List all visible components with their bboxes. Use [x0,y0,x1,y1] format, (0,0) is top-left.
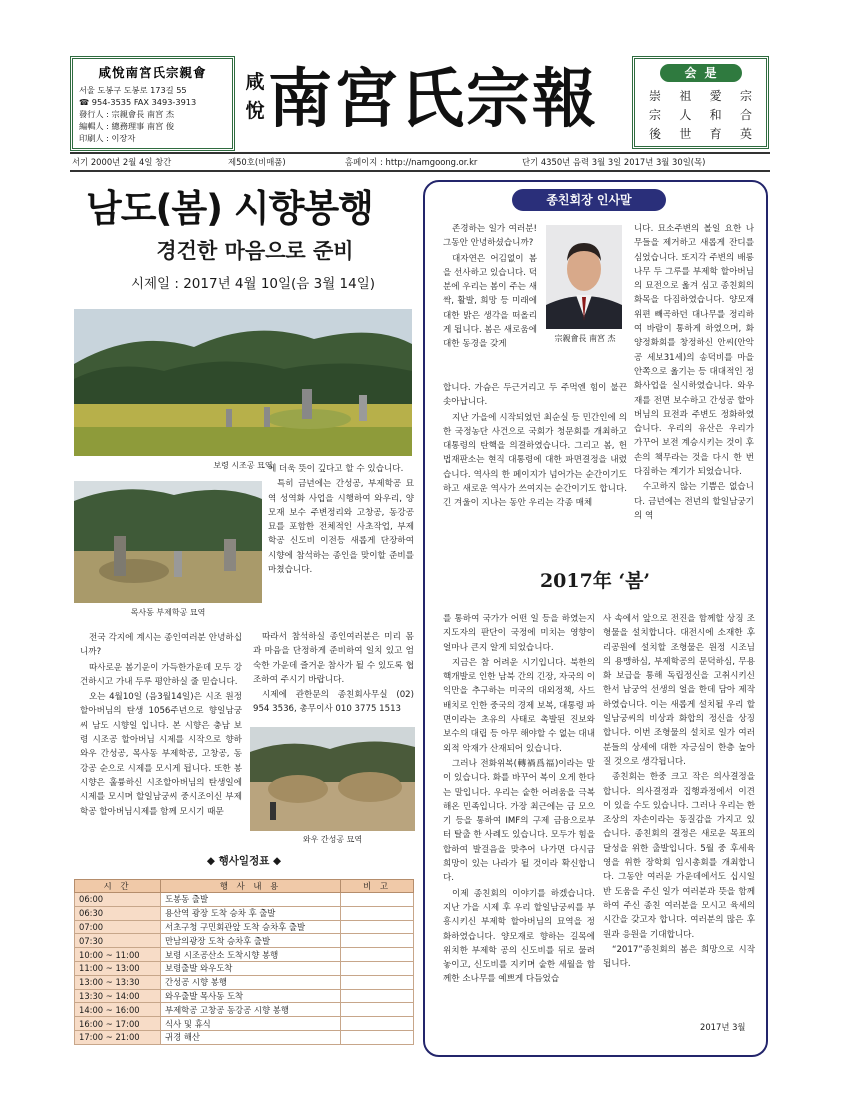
paragraph: 에 더욱 뜻이 깊다고 할 수 있습니다. [268,464,404,474]
time-cell: 07:30 [75,934,161,948]
landscape-image [74,481,262,603]
motto-char: 愛 [709,89,722,103]
paragraph: 를 통하여 국가가 어떤 일 등을 하였는지 지도자의 판단이 국정에 미치는 영향이 얼마나 큰지 알게 되었습니다. [443,614,595,653]
article-signature-date: 2017년 3월 [700,1022,746,1032]
table-row [75,1017,414,1031]
lead-headline: 남도(봄) 시향봉행 [86,187,373,230]
paragraph: 이제 종친회의 이야기를 하겠습니다. 지난 가을 시제 후 우리 할일남궁씨를 부흥시키신 부제학 할아버님의 묘역을 정화하였습니다. 양모재로 향하는 길목에 위치한 부제학 공의 신도비를 뒤로 물려 놓이고, 신도비를 지키며 숱한 세월을 함께한 소나무를 예쁘게 다듬었습 [443,888,595,985]
motto-char: 宗 [649,108,662,122]
time-cell: 07:00 [75,920,161,934]
lead-subheadline: 경건한 마음으로 준비 [156,238,354,263]
event-cell: 서초구청 구민회관앞 도착 승차후 출발 [161,920,341,934]
issue-info-bar [70,152,770,172]
newspaper-title: 南宮氏宗報 [268,62,598,137]
paragraph: 특히 금년에는 간성공, 부제학공 묘역 성역화 사업을 시행하여 와우리, 양모재 보수 주변정리와 고창공, 동강공묘를 포함한 전체적인 사초작업, 부제학공 신도비 이전등 새롭게 단장하여 시향에 참석하는 종인을 맞이할 준비를 마쳤습니다. [268,479,414,576]
publisher-issuer: 發行人 : 宗親會長 南宮 杰 [79,109,175,119]
event-cell: 간성공 시향 봉행 [161,975,341,989]
motto-char: 後 [649,127,662,141]
greeting-column-2-bottom [603,612,755,1017]
title-prefix: 咸悅 [245,71,265,122]
event-cell: 보령 시조공산소 도착시향 봉행 [161,948,341,962]
table-header-row [75,880,414,893]
note-cell [341,975,414,989]
table-row [75,1003,414,1017]
note-cell [341,906,414,920]
photo-boryeong-tomb [74,309,412,456]
paragraph: 시제에 관한문의 종친회사무실 (02) 954 3536, 총무이사 010 3775 1513 [253,690,414,715]
lead-text-column-left [80,631,242,849]
table-row [75,920,414,934]
motto-row [641,87,760,106]
table-row [75,989,414,1003]
note-cell [341,893,414,907]
motto-char: 合 [739,108,752,122]
portrait-caption: 宗親會長 南宮 杰 [554,334,616,343]
motto-char: 人 [679,108,692,122]
note-cell [341,1003,414,1017]
table-row [75,948,414,962]
lead-text-column-right-bottom [253,630,414,715]
greeting-column-1-top [443,222,537,382]
publication-date: 단기 4350년 음력 3월 3일 2017년 3월 30일(목) [522,157,706,167]
time-cell: 13:00 ~ 13:30 [75,975,161,989]
paragraph: 오는 4월10일 (음3월14일)은 시조 원정 할아버님의 탄생 1056주년으로 향일남궁씨 남도 시향일 입니다. 본 시향은 충남 보령 시조공 할아버님 시제를 시작으로 향하 와우 간성공, 목사동 부제학공, 고창공, 동강공 순으로 시제를 모시게 됩니다. 또한 봉시향은 훌륭하신 시조할아버님의 탄생일에 시제를 모시며 할일남궁씨 중시조이신 부제학공 할아버님시제를 함께 모시기 때문 [80,692,242,817]
time-cell: 06:30 [75,906,161,920]
note-cell [341,989,414,1003]
event-cell: 부제학공 고창공 동강공 시향 봉행 [161,1003,341,1017]
photo-caption: 와우 간성공 묘역 [302,835,363,844]
paragraph: 그러나 전화위복(轉禍爲福)이라는 말이 있습니다. 화를 바꾸어 복이 오게 한다는 말입니다. 우리는 숱한 어려움을 극복해온 민족입니다. 가장 최근에는 금 모으기 등을 통하여 IMF의 구제 금융으로부터 탈출 한 사례도 있습니다. 모두가 힘을 합하여 발걸음을 맞추어 나가면 다시금 희망이 있는 나라가 될 것이라 확신합니다. [443,758,595,884]
paragraph: 전국 각지에 계시는 종인여러분 안녕하십니까? [80,633,242,658]
landscape-image [74,309,412,456]
note-cell [341,1017,414,1031]
time-cell: 11:00 ~ 13:00 [75,961,161,975]
paragraph: 지난 가을에 시작되었던 최순실 등 민간인에 의한 국정농단 사건으로 국회가 청문회를 개최하고 대통령의 탄핵을 의결하였습니다. 그리고 봄, 헌법재판소는 현직 대통령에 대한 파면결정을 내렸습니다. 역사의 한 페이지가 넘어가는 순간이기도 하고 새로운 역사가 쓰여지는 순간이기도 합니다. 긴 겨울이 지나는 동안 우리는 각종 매체 [443,412,627,509]
table-row [75,893,414,907]
greeting-column-1-bottom [443,612,595,1040]
motto-char: 育 [709,127,722,141]
paragraph: 따라서 참석하실 종인여러분은 미리 몸과 마음을 단정하게 준비하여 일치 있고 엄숙한 가운데 즐거운 참사가 될 수 있도록 협조하여 주시기 바랍니다. [253,632,414,685]
note-cell [341,920,414,934]
photo-caption: 보령 시조공 묘역 [213,461,273,470]
event-cell: 용산역 광장 도착 승차 후 출발 [161,906,341,920]
publisher-name: 咸悅南宮氏宗親會 [98,65,207,80]
column-header: 행 사 내 용 [161,880,341,893]
landscape-image [250,727,415,831]
paragraph: “2017”종친회의 봄은 희망으로 시작됩니다. [603,944,755,970]
paragraph: 종친회는 한중 크고 작은 의사결정을 합니다. 의사결정과 집행과정에서 이견이 있을 수도 있습니다. 그러나 우리는 한 조상의 자손이라는 동질감을 가지고 있습니다. 종친회의 결정은 새로운 목표의 달성을 위한 출발입니다. 5월 중 후세육영을 위한 장학회 임시총회를 개최합니다. 그동안 여러운 가운데에서도 십시일반 도움을 주신 일가 여러분과 뜻을 함께하여 주신 종친 여러분을 모시고 육세의 시간을 갖고자 합니다. 여러분의 많은 후원과 응원을 기대합니다. [603,772,755,940]
issue-number: 제50호(비매품) [228,157,286,167]
time-cell: 06:00 [75,893,161,907]
column-header: 시 간 [75,880,161,893]
motto-box [632,56,769,149]
paragraph: 합니다. 가슴은 두근거리고 두 주먹엔 힘이 불끈 솟아납니다. [443,383,627,408]
motto-header: 会是 [660,64,742,82]
motto-char: 崇 [649,89,662,103]
publisher-phone: ☎ 954-3535 FAX 3493-3913 [79,97,197,107]
event-cell: 귀경 해산 [161,1030,341,1044]
motto-char: 英 [739,127,752,141]
greeting-banner: 종친회장 인사말 [512,189,666,211]
photo-wawoo-tomb [250,727,415,831]
publisher-box [70,56,235,151]
note-cell [341,1030,414,1044]
chairman-portrait [546,225,622,329]
ceremony-date: 시제일 : 2017년 4월 10일(음 3월 14일) [130,276,376,292]
event-cell: 만남의광장 도착 승차후 출발 [161,934,341,948]
section-title: 2017年 ‘봄’ [539,570,651,592]
time-cell: 17:00 ~ 21:00 [75,1030,161,1044]
homepage-link[interactable]: 홈페이지 : http://namgoong.or.kr [345,157,478,167]
note-cell [341,948,414,962]
publisher-printer: 印刷人 : 이장자 [79,133,136,143]
paragraph: 니다. 묘소주변의 볼일 요한 나무들을 제거하고 새롭게 잔디를 심었습니다. 또지각 주변의 배롱나무 두 그루를 부제학 할아버님의 묘전으로 옮겨 심고 종친회의 화목을 다짐하였습니다. 양모재 위편 빼곡하던 대나무를 정리하여 바람이 통하게 하였으며, 화양정화회를 창정하신 안씨(안악공 세보31세)의 송덕비를 마을 안쪽으로 옮기는 등 대대적인 정화사업을 실시하였습니다. 와우재를 전면 보수하고 간성공 할아버님의 묘전과 주변도 정화하였습니다. 우리의 유산은 우리가 가꾸어 보전 계승시키는 것이 후손의 책무라는 것을 다시 한 번 다짐하는 계기가 되었습니다. [634,224,754,478]
founded-date: 서기 2000년 2월 4일 창간 [72,157,172,167]
event-cell: 도봉동 출발 [161,893,341,907]
paragraph: 대자연은 어김없이 봄을 선사하고 있습니다. 덕분에 우리는 봄이 주는 새싹, 활발, 희망 등 미래에 대한 밝은 생각을 떠올리게 됩니다. 봄은 새로움에 대한 동경을 갖게 [443,253,537,350]
paragraph: 지금은 참 어려운 시기입니다. 북한의 핵개발로 인한 남북 간의 긴장, 자국의 이익만을 추구하는 미국의 대외정책, 사드배치로 인한 중국의 경제 보복, 대통령 파면이라는 초유의 사태로 촉발된 진보와 보수의 대립 등 아무 해야할 수 없는 대내외적 악재가 산재되어 있습니다. [443,657,595,754]
schedule-title: ◆ 행사일정표 ◆ [206,855,282,867]
motto-char: 和 [709,108,722,122]
note-cell [341,961,414,975]
portrait-image [546,225,622,329]
time-cell: 13:30 ~ 14:00 [75,989,161,1003]
table-row [75,1030,414,1044]
motto-char: 世 [679,127,692,141]
motto-char: 祖 [679,89,692,103]
publisher-address: 서울 도봉구 도봉로 173길 55 [79,85,187,95]
table-row [75,961,414,975]
paragraph: 존경하는 일가 여러분! 그동안 안녕하셨습니까? [443,224,537,249]
schedule-table [74,879,414,1045]
column-header: 비 고 [341,880,414,893]
greeting-column-1-continued [443,381,627,556]
paragraph: 수고하지 않는 기쁨은 없습니다. 금년에는 전년의 할일남궁기의 역 [634,482,754,521]
table-row [75,975,414,989]
note-cell [341,934,414,948]
event-cell: 보령출발 와우도착 [161,961,341,975]
time-cell: 16:00 ~ 17:00 [75,1017,161,1031]
table-row [75,934,414,948]
table-row [75,906,414,920]
photo-caption: 목사동 부제학공 묘역 [130,608,206,617]
event-cell: 식사 및 휴식 [161,1017,341,1031]
greeting-column-2-top [634,222,754,558]
photo-moksadong-tomb [74,481,262,603]
motto-row [641,106,760,125]
motto-row [641,125,760,144]
publisher-editor: 編輯人 : 總務理事 南宮 俊 [79,121,175,131]
event-cell: 와우출발 목사동 도착 [161,989,341,1003]
paragraph: 사 속에서 앞으로 전진을 함께할 상징 조형물을 설치합니다. 대전시에 소재한 후리공원에 설치할 조형물은 원정 시조님의 용맹하심, 부제학공의 문덕하심, 무용화 보급을 통해 독립정신을 고취시키신 한서 남궁억 선생의 얼을 한데 담아 제작하였습니다. 이는 새롭게 설치될 우리 할일남궁씨의 비상과 화합의 정신을 상징합니다. 이번 조형물의 설치로 일가 여러분들의 상세에 대한 자긍심이 한층 높아질 것으로 생각됩니다. [603,614,755,767]
paragraph: 따사로운 봄기운이 가득한가운데 모두 강건하시고 가내 두루 평안하실 줄 믿습니다. [80,662,242,687]
time-cell: 10:00 ~ 11:00 [75,948,161,962]
time-cell: 14:00 ~ 16:00 [75,1003,161,1017]
motto-char: 宗 [739,89,752,103]
